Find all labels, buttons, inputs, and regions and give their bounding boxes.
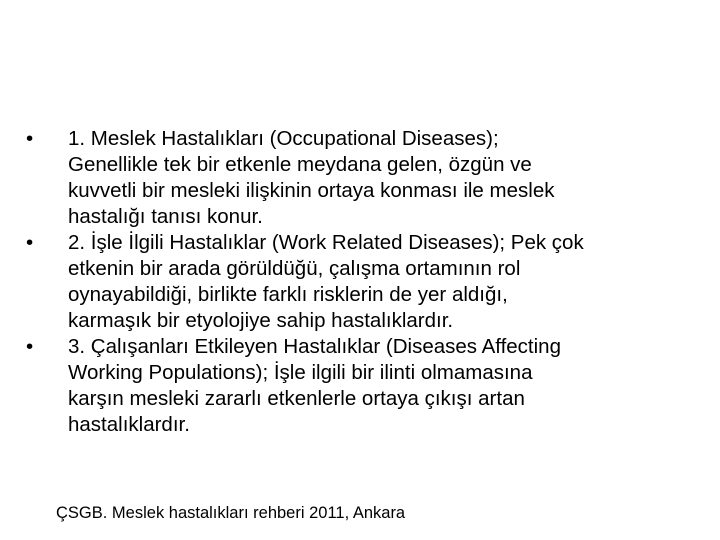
bullet-icon: • [26, 127, 34, 150]
bullet-text [70, 334, 706, 438]
text-line: hastalığı tanısı konur. [68, 205, 263, 228]
text-line: oynayabildiği, birlikte farklı risklerin de yer aldığı, [68, 283, 508, 306]
bullet-text [70, 230, 706, 334]
bullet-item-occupational-diseases [26, 126, 706, 230]
text-line: Working Populations); İşle ilgili bir ilinti olmamasına [68, 361, 533, 384]
text-line: 1. Meslek Hastalıkları (Occupational Diseases); [68, 127, 499, 150]
bullet-list [26, 126, 706, 438]
text-line: karmaşık bir etyolojiye sahip hastalıklardır. [68, 309, 454, 332]
bullet-item-diseases-affecting-working-populations [26, 334, 706, 438]
bullet-icon: • [26, 335, 34, 358]
text-line: etkenin bir arada görüldüğü, çalışma ortamının rol [68, 257, 521, 280]
text-line: 3. Çalışanları Etkileyen Hastalıklar (Diseases Affecting [68, 335, 561, 358]
text-line: hastalıklardır. [68, 413, 190, 436]
text-line: Genellikle tek bir etkenle meydana gelen, özgün ve [68, 153, 532, 176]
bullet-text [70, 126, 706, 230]
text-line: 2. İşle İlgili Hastalıklar (Work Related Diseases); Pek çok [68, 231, 584, 254]
bullet-item-work-related-diseases [26, 230, 706, 334]
bullet-icon: • [26, 231, 34, 254]
text-line: kuvvetli bir mesleki ilişkinin ortaya konması ile meslek [68, 179, 555, 202]
source-citation: ÇSGB. Meslek hastalıkları rehberi 2011, Ankara [56, 504, 406, 522]
text-line: karşın mesleki zararlı etkenlerle ortaya çıkışı artan [68, 387, 525, 410]
